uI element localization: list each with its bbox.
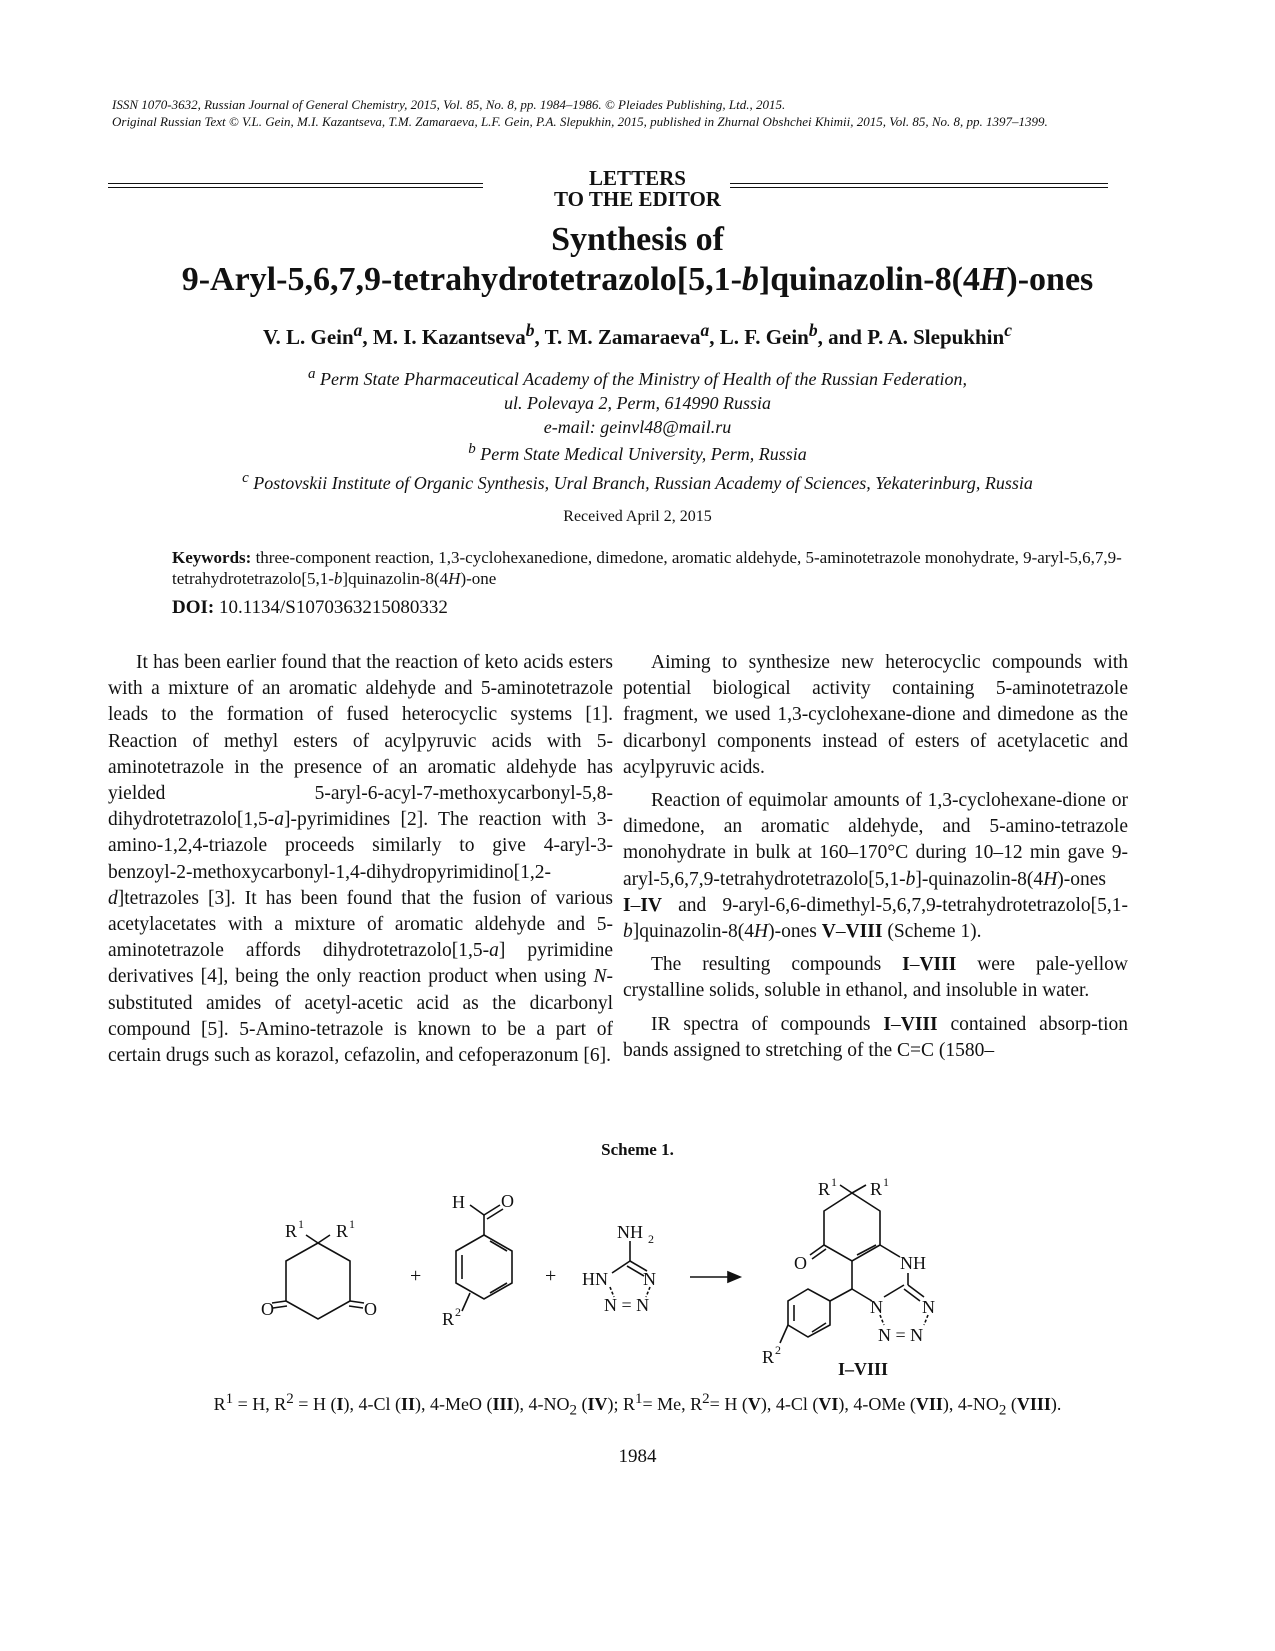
journal-header xyxy=(112,96,1162,130)
svg-text:2: 2 xyxy=(455,1305,461,1319)
author: M. I. Kazantseva$^b$, xyxy=(372,320,545,349)
svg-text:HN: HN xyxy=(582,1269,608,1289)
svg-text:N = N: N = N xyxy=(878,1325,924,1345)
author: L. F. Gein$^b$, and xyxy=(719,320,868,349)
svg-text:N: N xyxy=(870,1297,883,1317)
received-date: Received April 2, 2015 xyxy=(563,508,712,525)
svg-text:O: O xyxy=(794,1253,807,1273)
svg-text:R: R xyxy=(285,1221,298,1241)
right-column xyxy=(623,650,1128,1071)
svg-text:O: O xyxy=(261,1299,274,1319)
section-line-1: LETTERS xyxy=(589,166,686,190)
svg-text:R: R xyxy=(818,1179,831,1199)
affiliation-c: $^c$ Postovskii Institute of Organic Synthesis, Ural Branch, Russian Academy of Sciences, Yekaterinburg, Russia xyxy=(242,470,1033,493)
author-list xyxy=(0,320,1275,350)
svg-text:N: N xyxy=(643,1269,656,1289)
paragraph: Reaction of equimolar amounts of 1,3-cyclohexane-dione or dimedone, an aromatic aldehyde, and 5-amino-tetrazole monohydrate in bulk at 160–170°C during 10–12 min gave 9-aryl-5,6,7,9-tetrahydrotetrazolo[5,1-b]-quinazolin-8(4H)-ones I–IV and 9-aryl-6,6-dimethyl-5,6,7,9-tetrahydrotetrazolo[5,1-b]quinazolin-8(4H)-ones V–VIII (Scheme 1). xyxy=(623,790,1128,943)
svg-text:2: 2 xyxy=(775,1343,781,1357)
svg-text:N = N: N = N xyxy=(604,1295,650,1315)
section-heading xyxy=(0,168,1275,210)
svg-text:NH: NH xyxy=(617,1222,643,1242)
svg-text:R: R xyxy=(870,1179,883,1199)
svg-text:1: 1 xyxy=(349,1217,355,1231)
author: V. L. Gein$^a$, xyxy=(263,320,373,349)
aldehyde-structure xyxy=(442,1191,514,1329)
svg-text:NH: NH xyxy=(900,1253,926,1273)
svg-text:R: R xyxy=(336,1221,349,1241)
author: T. M. Zamaraeva$^a$, xyxy=(544,320,720,349)
paragraph: IR spectra of compounds I–VIII contained absorp-tion bands assigned to stretching of the C=C (1580– xyxy=(623,1013,1128,1061)
title-line-2: 9-Aryl-5,6,7,9-tetrahydrotetrazolo[5,1-b]quinazolin-8(4H)-ones xyxy=(181,261,1094,298)
doi-link[interactable]: 10.1134/S1070363215080332 xyxy=(218,597,448,618)
plus-sign: + xyxy=(545,1265,557,1287)
paragraph: The resulting compounds I–VIII were pale-yellow crystalline solids, soluble in ethanol, and insoluble in water. xyxy=(623,954,1128,1002)
header-line-2: Original Russian Text © V.L. Gein, M.I. Kazantseva, T.M. Zamaraeva, L.F. Gein, P.A. Slepukhin, 2015, published in Zhurnal Obshchei Khimii, 2015, Vol. 85, No. 8, pp. 1397–1399. xyxy=(112,114,1048,129)
product-structure xyxy=(762,1175,935,1379)
paragraph: It has been earlier found that the reaction of keto acids esters with a mixture of an aromatic aldehyde and 5-aminotetrazole leads to the formation of fused heterocyclic systems [1]. Reaction of methyl esters of acylpyruvic acids with 5-aminotetrazole in the presence of an aromatic aldehyde has yielded 5-aryl-6-acyl-7-methoxycarbonyl-5,8-dihydrotetrazolo[1,5-a]-pyrimidines [2]. The reaction with 3-amino-1,2,4-triazole proceeds similarly to give 4-aryl-3-benzoyl-2-methoxycarbonyl-1,4-dihydropyrimidino[1,2-d]tetrazoles [3]. It has been found that the fusion of various acetylacetates with a mixture of aromatic aldehyde and 5-aminotetrazole affords dihydrotetrazolo[1,5-a] pyrimidine derivatives [4], being the only reaction product when using N-substituted amides of acetyl-acetic acid as the dicarbonyl compound [5]. 5-Amino-tetrazole is known to be a part of certain drugs such as korazol, cefazolin, and cefoperazonum [6]. xyxy=(108,652,613,1067)
affiliation-a: $^a$ Perm State Pharmaceutical Academy of the Ministry of Health of the Russian Federation, ul. Polevaya 2, Perm, 614990 Russia e-mail: geinvl48@mail.ru xyxy=(0,362,1275,439)
svg-text:R: R xyxy=(762,1347,775,1367)
keywords: Keywords: three-component reaction, 1,3-cyclohexanedione, dimedone, aromatic aldehyde, 5-aminotetrazole monohydrate, 9-aryl-5,6,7,9-tetrahydrotetrazolo[5,1-b]quinazolin-8(4H)-one xyxy=(172,548,1122,588)
author-email[interactable]: e-mail: geinvl48@mail.ru xyxy=(543,417,732,437)
left-column xyxy=(108,650,613,1076)
svg-text:N: N xyxy=(922,1297,935,1317)
svg-text:R: R xyxy=(442,1309,455,1329)
affiliation-b: $^b$ Perm State Medical University, Perm, Russia xyxy=(468,441,807,464)
svg-text:H: H xyxy=(452,1192,465,1212)
reaction-arrow xyxy=(690,1272,740,1282)
section-line-2: TO THE EDITOR xyxy=(554,187,721,211)
svg-text:1: 1 xyxy=(831,1175,837,1189)
cyclohexanedione-structure xyxy=(261,1217,377,1319)
svg-text:1: 1 xyxy=(298,1217,304,1231)
header-line-1: ISSN 1070-3632, Russian Journal of General Chemistry, 2015, Vol. 85, No. 8, pp. 1984–1986. © Pleiades Publishing, Ltd., 2015. xyxy=(112,97,786,112)
scheme-label: Scheme 1. xyxy=(601,1140,674,1159)
svg-text:2: 2 xyxy=(648,1232,654,1246)
article-title xyxy=(0,220,1275,300)
product-label: I–VIII xyxy=(838,1359,889,1379)
scheme-legend: $R^1 = H$, $R^2 = H$ (I), 4-Cl (II), 4-MeO (III), $4-NO_2$ (IV); $R^1= Me$, $R^2= H$ (V), 4-Cl (VI), 4-OMe (VII), $4-NO_2$ (VIII). xyxy=(213,1391,1062,1419)
keywords-label: Keywords: xyxy=(172,548,252,567)
svg-text:O: O xyxy=(364,1299,377,1319)
plus-sign: + xyxy=(410,1265,422,1287)
paragraph: Aiming to synthesize new heterocyclic compounds with potential biological activity containing 5-aminotetrazole fragment, we used 1,3-cyclohexane-dione and dimedone as the dicarbonyl components instead of esters of acetylacetic and acylpyruvic acids. xyxy=(623,652,1128,778)
doi: DOI: 10.1134/S1070363215080332 xyxy=(172,597,448,618)
aminotetrazole-structure xyxy=(582,1222,656,1315)
svg-text:1: 1 xyxy=(883,1175,889,1189)
title-line-1: Synthesis of xyxy=(551,221,724,258)
author: P. A. Slepukhin$^c$ xyxy=(867,320,1012,349)
reaction-scheme xyxy=(0,1165,1275,1385)
page-number: 1984 xyxy=(618,1446,657,1467)
svg-text:O: O xyxy=(501,1191,514,1211)
